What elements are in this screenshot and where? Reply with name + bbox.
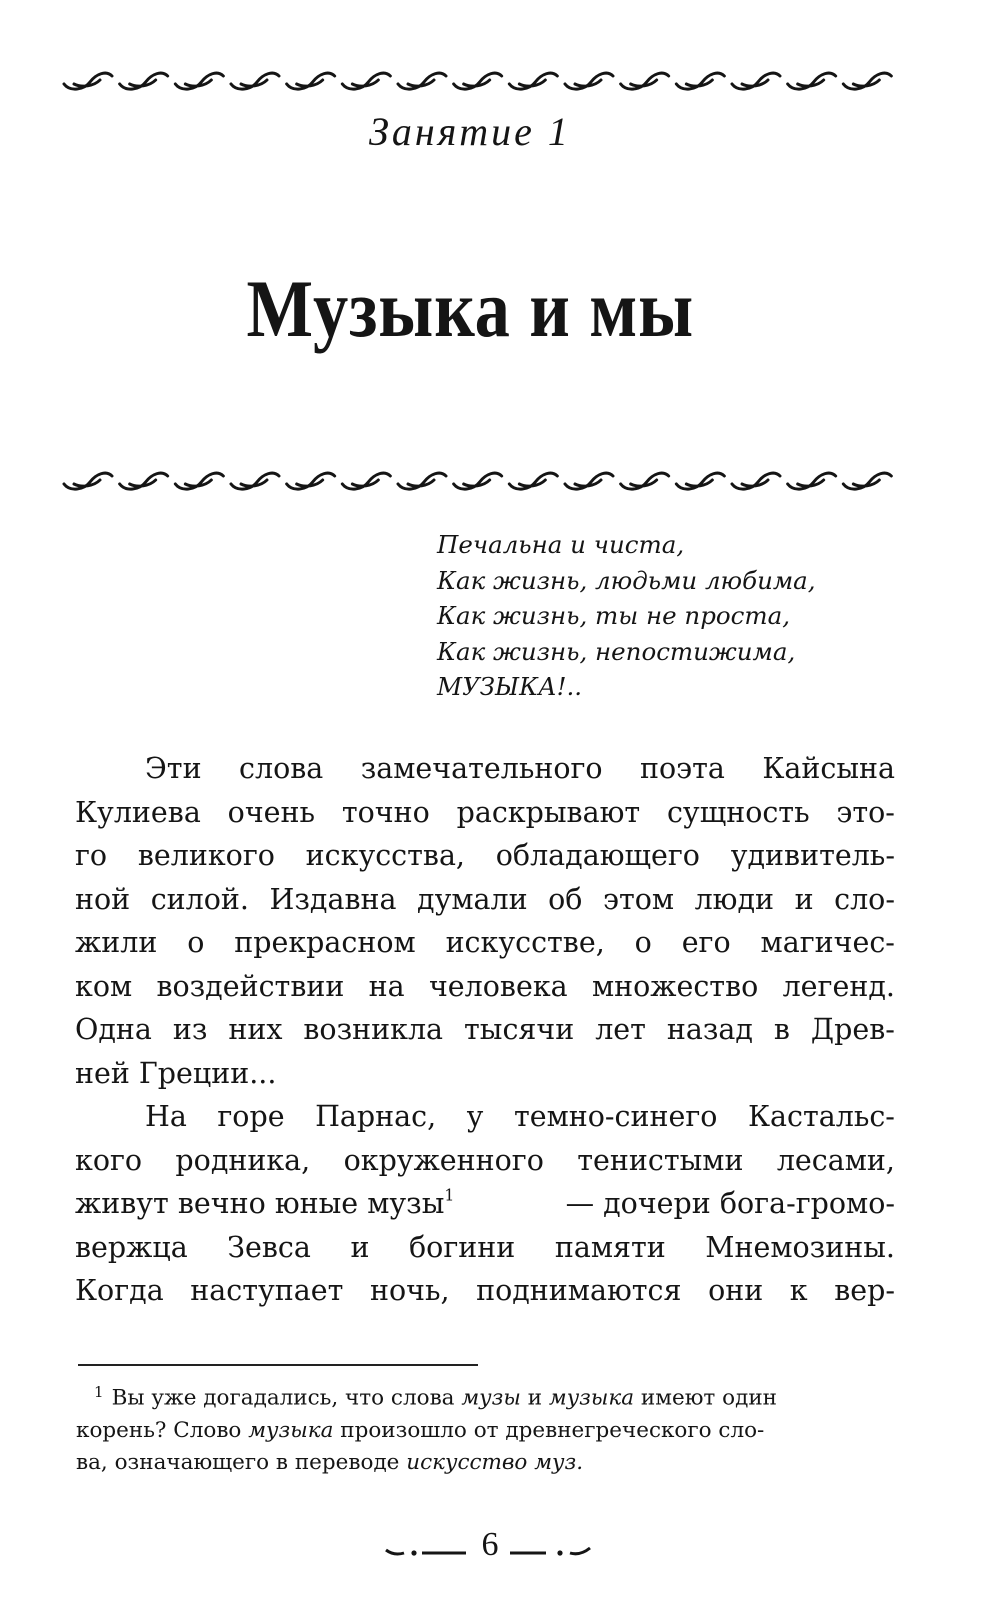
ornament-scroll (454, 473, 502, 489)
ornament-scroll (342, 473, 390, 489)
body-line-with-footnote (75, 1182, 895, 1226)
epigraph-line: Как жизнь, ты не проста, (437, 601, 790, 630)
ornament-scroll (454, 73, 502, 89)
ornament-divider-middle (60, 462, 895, 498)
ornament-scroll (565, 473, 613, 489)
ornament-divider-top (60, 62, 895, 98)
ornament-scroll (509, 473, 557, 489)
lesson-label: Занятие 1 (369, 109, 571, 154)
body-line-text: живут вечно юные музы (75, 1187, 445, 1220)
ornament-scroll (676, 73, 724, 89)
body-line: вержца Зевса и богини памяти Мнемозины. (75, 1230, 895, 1264)
ornament-scroll (120, 473, 168, 489)
ornament-scroll (231, 73, 279, 89)
body-line: Эти слова замечательного поэта Кайсына (145, 752, 895, 785)
ornament-scroll (398, 73, 446, 89)
footnote-line: корень? Слово музыка произошло от древнегреческого сло- (76, 1417, 765, 1443)
body-line (75, 1052, 895, 1096)
body-line: Одна из них возникла тысячи лет назад в Древ- (75, 1013, 895, 1046)
body-line: Когда наступает ночь, поднимаются они к вер- (75, 1274, 895, 1307)
footnote-separator (78, 1364, 478, 1366)
body-line: ной силой. Издавна думали об этом люди и сло- (75, 882, 895, 916)
ornament-scroll (843, 73, 891, 89)
epigraph-line: Печальна и чиста, (437, 530, 685, 559)
ornament-scroll (175, 73, 223, 89)
footnote (76, 1376, 896, 1479)
footnote-line: ва, означающего в переводе искусство муз. (76, 1449, 584, 1475)
page-number-ornament-right (508, 1544, 592, 1558)
ornament-scroll (843, 473, 891, 489)
ornament-scroll (788, 73, 836, 89)
footnote-mark: 1 (94, 1383, 104, 1401)
ornament-scroll (120, 73, 168, 89)
ornament-scroll (64, 473, 112, 489)
ornament-scroll (175, 473, 223, 489)
ornament-scroll (788, 473, 836, 489)
ornament-scroll (621, 473, 669, 489)
footnote-line: $^1$ Вы уже догадались, что слова музы и музыка имеют один (94, 1383, 777, 1411)
ornament-scroll (621, 73, 669, 89)
ornament-scroll (342, 73, 390, 89)
epigraph-line: Как жизнь, людьми любима, (437, 565, 816, 595)
ornament-scroll (287, 73, 335, 89)
ornament-scroll (676, 473, 724, 489)
ornament-scroll (732, 473, 780, 489)
body-line: го великого искусства, обладающего удивитель- (75, 839, 895, 872)
body-line: кого родника, окруженного тенистыми лесами, (75, 1143, 895, 1177)
page-number: 6 (481, 1526, 499, 1563)
ornament-scroll (64, 73, 112, 89)
ornament-scroll (732, 73, 780, 89)
body-line-text: — дочери бога-громо- (565, 1187, 895, 1220)
body-line: Кулиева очень точно раскрывают сущность это- (75, 795, 895, 829)
body-line: На горе Парнас, у темно-синего Кастальс- (145, 1100, 895, 1133)
footnote-reference[interactable]: 1 (444, 1185, 455, 1205)
ornament-scroll (398, 473, 446, 489)
body-line-text: ней Греции... (75, 1056, 277, 1090)
epigraph (437, 527, 917, 705)
body-line: ком воздействии на человека множество легенд. (75, 969, 895, 1003)
body-text (75, 747, 895, 1313)
ornament-scroll (565, 73, 613, 89)
chapter-title: Музыка и мы (246, 263, 695, 354)
epigraph-line: Как жизнь, непостижима, (437, 636, 796, 666)
epigraph-line: МУЗЫКА!.. (437, 672, 583, 701)
ornament-scroll (231, 473, 279, 489)
body-line: жили о прекрасном искусстве, о его магичес- (75, 926, 895, 959)
ornament-scroll (509, 73, 557, 89)
ornament-scroll (287, 473, 335, 489)
